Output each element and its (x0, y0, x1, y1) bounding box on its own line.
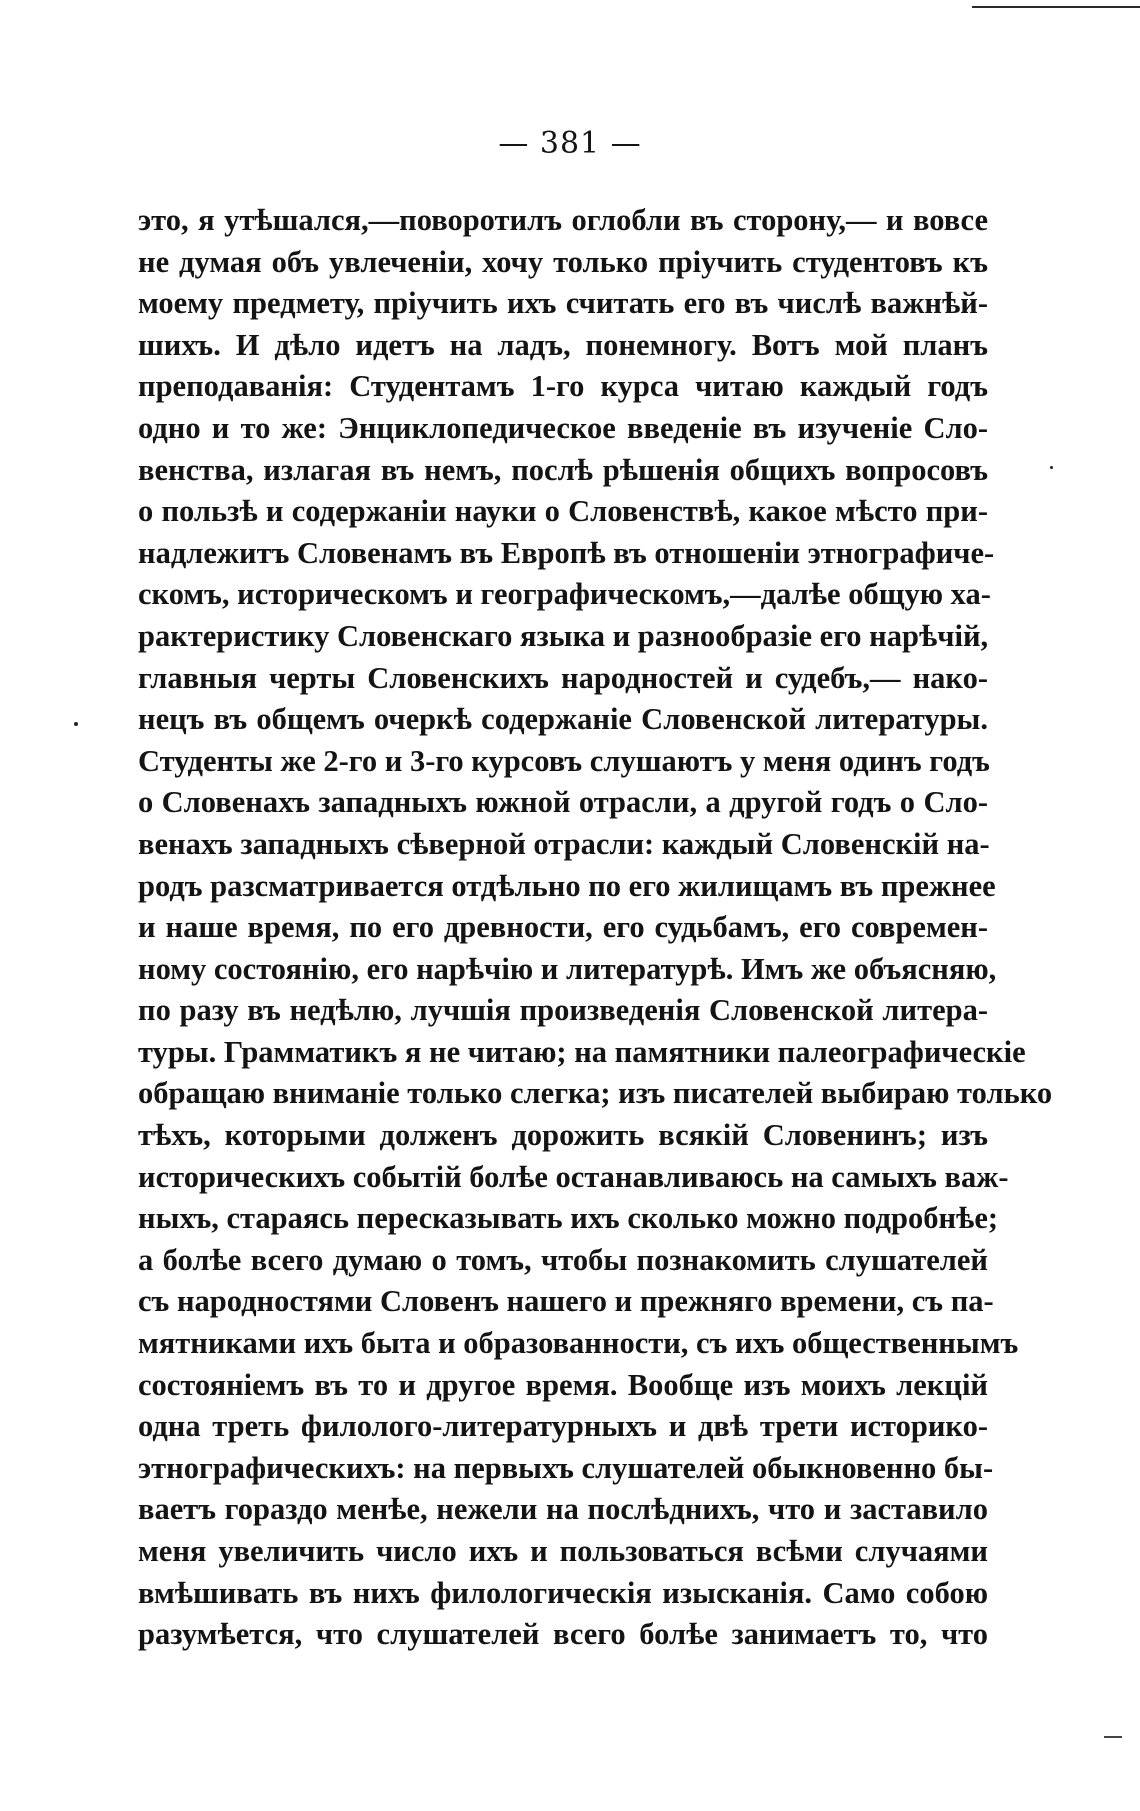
text-line: ваетъ гораздо менѣе, нежели на послѣднихъ, что и заставило (138, 1492, 988, 1527)
text-line: нецъ въ общемъ очеркѣ содержаніе Словенской литературы. (138, 702, 988, 737)
text-line: Студенты же 2-го и 3-го курсовъ слушаютъ у меня одинъ годъ (138, 743, 990, 778)
text-line: вмѣшивать въ нихъ филологическія изысканія. Само собою (138, 1575, 988, 1610)
text-line: историческихъ событій болѣе останавливаюсь на самыхъ важ- (138, 1159, 1009, 1194)
text-line: одна треть филолого-литературныхъ и двѣ трети историко- (138, 1409, 988, 1444)
text-line: шихъ. И дѣло идетъ на ладъ, понемногу. Вотъ мой планъ (138, 327, 988, 362)
text-line: обращаю вниманіе только слегка; изъ писателей выбираю только (138, 1076, 1053, 1111)
text-line: не думая объ увлеченіи, хочу только пріучить студентовъ къ (138, 244, 988, 279)
page-number: — 381 — (498, 126, 642, 161)
text-line: рактеристику Словенскаго языка и разнообразіе его нарѣчій, (138, 618, 989, 653)
text-line: главныя черты Словенскихъ народностей и судебъ,— нако- (138, 660, 988, 695)
text-line: этнографическихъ: на первыхъ слушателей обыкновенно бы- (138, 1450, 994, 1485)
text-line: о Словенахъ западныхъ южной отрасли, а другой годъ о Сло- (138, 785, 988, 820)
text-line: меня увеличить число ихъ и пользоваться всѣми случаями (138, 1534, 988, 1568)
text-line: разумѣется, что слушателей всего болѣе занимаетъ то, что (138, 1617, 988, 1652)
scan-speck (74, 722, 78, 726)
scan-speck (1050, 466, 1053, 469)
top-edge-rule (972, 6, 1140, 8)
text-line: надлежитъ Словенамъ въ Европѣ въ отношеніи этнографиче- (138, 535, 995, 570)
text-line: это, я утѣшался,—поворотилъ оглобли въ сторону,— и вовсе (138, 203, 988, 237)
text-line: тѣхъ, которыми долженъ дорожить всякій Словенинъ; изъ (138, 1118, 988, 1153)
text-line: а болѣе всего думаю о томъ, чтобы познакомить слушателей (138, 1242, 988, 1277)
body-text (138, 200, 1053, 1656)
text-line: ныхъ, стараясь пересказывать ихъ сколько можно подробнѣе; (138, 1201, 999, 1236)
text-line: родъ разсматривается отдѣльно по его жилищамъ въ прежнее (138, 868, 996, 903)
text-line: моему предмету, пріучить ихъ считать его въ числѣ важнѣй- (138, 286, 988, 321)
text-line: преподаванія: Студентамъ 1-го курса читаю каждый годъ (138, 369, 988, 404)
text-line: венахъ западныхъ сѣверной отрасли: каждый Словенскій на- (138, 826, 990, 861)
text-line: состояніемъ въ то и другое время. Вообще изъ моихъ лекцій (138, 1367, 988, 1402)
text-line: и наше время, по его древности, его судьбамъ, его современ- (138, 910, 988, 945)
text-line: одно и то же: Энциклопедическое введеніе въ изученіе Сло- (138, 410, 988, 445)
text-line: ному состоянію, его нарѣчію и литературѣ. Имъ же объясняю, (138, 951, 997, 986)
text-line: мятниками ихъ быта и образованности, съ ихъ общественнымъ (138, 1326, 1019, 1361)
text-line: венства, излагая въ немъ, послѣ рѣшенія общихъ вопросовъ (138, 452, 988, 487)
text-line: о пользѣ и содержаніи науки о Словенствѣ, какое мѣсто при- (138, 494, 988, 529)
edge-mark (1104, 1736, 1122, 1738)
text-line: съ народностями Словенъ нашего и прежняго времени, съ па- (138, 1284, 994, 1319)
text-line: по разу въ недѣлю, лучшія произведенія Словенской литера- (138, 993, 988, 1028)
text-line: скомъ, историческомъ и географическомъ,—далѣе общую ха- (138, 577, 991, 612)
text-line: туры. Грамматикъ я не читаю; на памятники палеографическіе (138, 1034, 1026, 1069)
